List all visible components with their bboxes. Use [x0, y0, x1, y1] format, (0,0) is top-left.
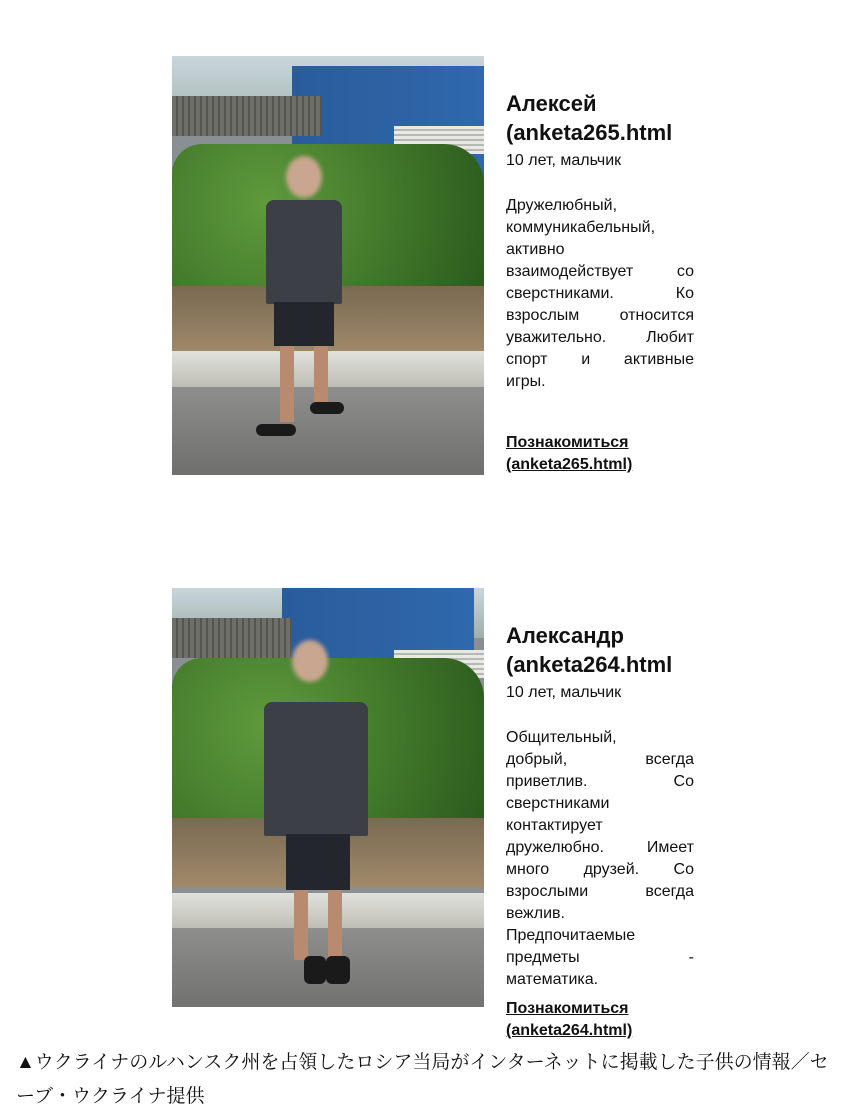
description-line: много друзей. Со	[506, 861, 694, 878]
description-line: взаимодействует со	[506, 263, 694, 280]
description-line: взрослыми всегда	[506, 883, 694, 900]
meet-link-label[interactable]: Познакомиться	[506, 434, 629, 451]
description-line: активно	[506, 241, 565, 258]
profile-info-2	[506, 621, 694, 991]
profile-info-1	[506, 89, 694, 393]
profile-age-gender: 10 лет, мальчик	[506, 684, 622, 701]
description-line: Общительный,	[506, 729, 617, 746]
profile-title-link: (anketa264.html	[506, 652, 673, 677]
profile-description	[506, 195, 694, 393]
description-line: вежлив.	[506, 905, 565, 922]
meet-link-target[interactable]: (anketa264.html)	[506, 1022, 633, 1039]
description-line: сверстниками. Ко	[506, 285, 694, 302]
profile-title-link: (anketa265.html	[506, 120, 673, 145]
description-line: добрый, всегда	[506, 751, 694, 768]
profile-age-gender: 10 лет, мальчик	[506, 152, 622, 169]
meet-link-2[interactable]	[506, 998, 632, 1042]
description-line: Дружелюбный,	[506, 197, 618, 214]
description-line: взрослым относится	[506, 307, 694, 324]
description-line: математика.	[506, 971, 599, 988]
profile-name: Александр	[506, 623, 624, 648]
meet-link-label[interactable]: Познакомиться	[506, 1000, 629, 1017]
profile-photo-2	[172, 588, 484, 1007]
meet-link-1[interactable]	[506, 432, 632, 476]
photo-caption: ▲ウクライナのルハンスク州を占領したロシア当局がインターネットに掲載した子供の情報／セーブ・ウクライナ提供	[16, 1052, 829, 1107]
description-line: сверстниками	[506, 795, 610, 812]
description-line: спорт и активные	[506, 351, 694, 368]
description-line: коммуникабельный,	[506, 219, 656, 236]
description-line: игры.	[506, 373, 546, 390]
description-line: предметы -	[506, 949, 694, 966]
description-line: контактирует	[506, 817, 603, 834]
profile-name: Алексей	[506, 91, 597, 116]
description-line: Предпочитаемые	[506, 927, 636, 944]
description-line: дружелюбно. Имеет	[506, 839, 694, 856]
profile-description	[506, 727, 694, 991]
profile-photo-1	[172, 56, 484, 475]
description-line: уважительно. Любит	[506, 329, 694, 346]
description-line: приветлив. Со	[506, 773, 694, 790]
meet-link-target[interactable]: (anketa265.html)	[506, 456, 633, 473]
